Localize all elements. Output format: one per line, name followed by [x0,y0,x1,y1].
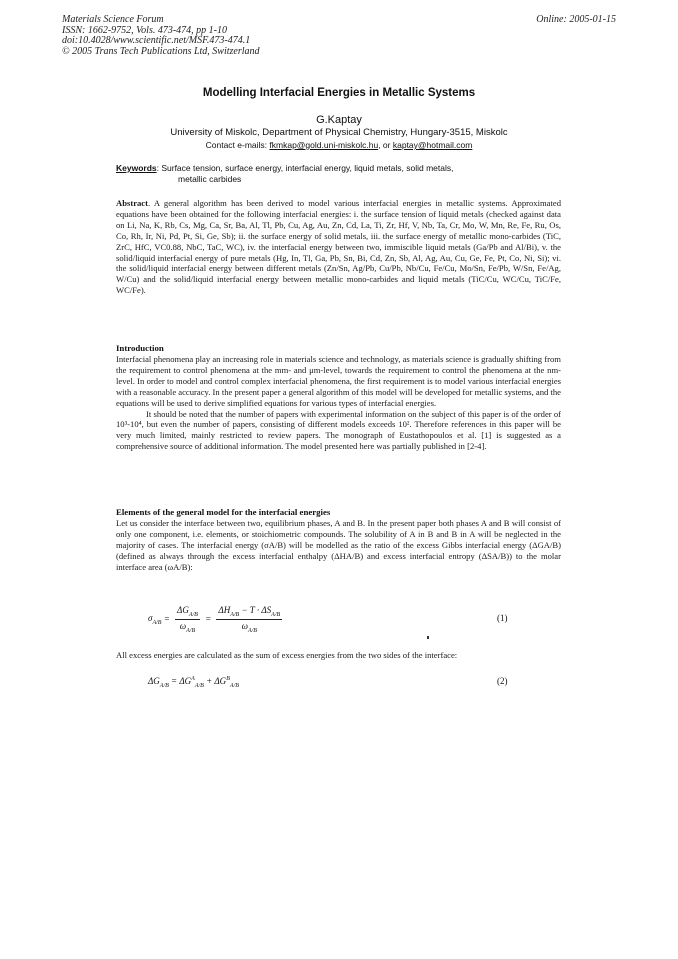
abstract-block [116,198,561,296]
copyright-line: © 2005 Trans Tech Publications Ltd, Switzerland [62,45,260,57]
keywords-block [116,163,576,185]
abstract-text: . A general algorithm has been derived to model various interfacial energies in metallic systems. Approximated equations have been obtained for the following interfacial energies: i. the surface tension of liquid metals (checked against data on Li, Na, K, Rb, Cs, Mg, Ca, Sr, Ba, Al, Tl, Pb, Cu, Ag, Au, Zn, Cd, La, Ti, Zr, Hf, V, Nb, Ta, Cr, Mo, W, Mn, Re, Fe, Ru, Os, Co, Rh, Ir, Ni, Pd, Pt, Si, Ge, Sb); ii. the surface energy of solid metals, iii. the surface energy of metallic mono-carbides (TiC, ZrC, HfC, VC0.88, NbC, TaC, WC), iv. the interfacial energy between two, immiscible liquid metals (Ga/Pb and Al/Bi), v. the solid/liquid interfacial energy of pure metals (Hg, In, Tl, Ga, Pb, Sn, Bi, Cd, Zn, Sb, Al, Ag, Au, Cu, Ge, Fe, Pt, Co, Ni, Si); vi. the solid/liquid interfacial energy between different metals (Zn/Sn, Ag/Pb, Cu/Pb, Nb/Cu, Fe/Cu, Mo/Sn, Fe/Pb, W/Sn, Fe/Ag, W/Cu) and the solid/liquid interfacial energy between metallic mono-carbides and liquid metals (TiC/Cu, WC/Cu, TiC/Fe, WC/Fe). [116,198,561,296]
contact-emails [0,140,678,150]
doi-line: doi:10.4028/www.scientific.net/MSF.473-474.1 [62,35,251,46]
equation-2-number: (2) [497,676,508,686]
journal-header [62,15,260,57]
introduction-paragraph-2: It should be noted that the number of papers with experimental information on the subject of this paper is of the order of 10³-10⁴, but even the number of papers, consisting of different models exceeds 10². Therefore references in this paper will be very much limited, mainly restricted to review papers. The monograph of Eustathopoulos et al. [1] is suggested as a comprehensive source of additional information. The model presented here was partially published in [2-4]. [116,408,561,452]
email-link-2[interactable]: kaptay@hotmail.com [392,140,473,150]
introduction-paragraph-1: Interfacial phenomena play an increasing role in materials science and technology, as materials science is gradually shifting from the requirement to control phenomena at the mm- and μm-level, towards the requirement to control the phenomena at the nm-level. In order to model and control complex interfacial phenomena, the first requirement is to model various interfacial energies with a reasonable accuracy. In the present paper a general algorithm of this model will be developed for metallic systems, and the equations will be used to derive simplified equations for various types of interfacial energies. [116,354,561,408]
introduction-heading: Introduction [116,343,164,353]
model-section-body: Let us consider the interface between two, equilibrium phases, A and B. In the present paper both phases A and B will consist of only one component, i.e. elements, or stoichiometric compounds. The solubility of A in B and B in A will be neglected in the majority of cases. The interfacial energy (σA/B) will be modelled as the ratio of the excess Gibbs interfacial energy (ΔGA/B) (defined as always through the excess interfacial enthalpy (ΔHA/B) and excess interfacial entropy (ΔSA/B)) to the molar interface area (ωA/B): [116,518,561,572]
journal-name: Materials Science Forum [62,14,164,25]
introduction-body [116,354,561,452]
scan-mark [427,636,429,639]
model-section-heading: Elements of the general model for the interfacial energies [116,507,331,517]
keywords-line-1: : Surface tension, surface energy, interfacial energy, liquid metals, solid metals, [156,163,454,173]
author-name: G.Kaptay [316,114,362,126]
online-date: Online: 2005-01-15 [536,14,616,25]
email-link-1[interactable]: fkmkap@gold.uni-miskolc.hu [269,140,379,150]
contact-separator: , or [378,140,393,150]
abstract-label: Abstract [116,198,148,208]
keywords-line-2: metallic carbides [178,174,242,184]
issn-line: ISSN: 1662-9752, Vols. 473-474, pp 1-10 [62,24,227,36]
equation-2: $\Delta G_{A/B} = \Delta G^A_{A/B} + \Delta G^B_{A/B}$ [148,676,239,689]
equation-1: $\sigma_{A/B}$ = $\frac{\Delta G_{A/B}}{\omega_{A/B}}$ = $\frac{\Delta H_{A/B} - T \cdot \Delta S_{A/B}}{\omega_{A/B}}$ [148,605,281,634]
affiliation: University of Miskolc, Department of Physical Chemistry, Hungary-3515, Miskolc [170,127,508,138]
equation-1-number: (1) [497,613,508,623]
contact-prefix: Contact e-mails: [205,140,270,150]
equation-1-followup: All excess energies are calculated as the sum of excess energies from the two sides of the interface: [116,650,458,660]
keywords-label: Keywords [116,163,157,173]
paper-title: Modelling Interfacial Energies in Metallic Systems [202,87,476,99]
